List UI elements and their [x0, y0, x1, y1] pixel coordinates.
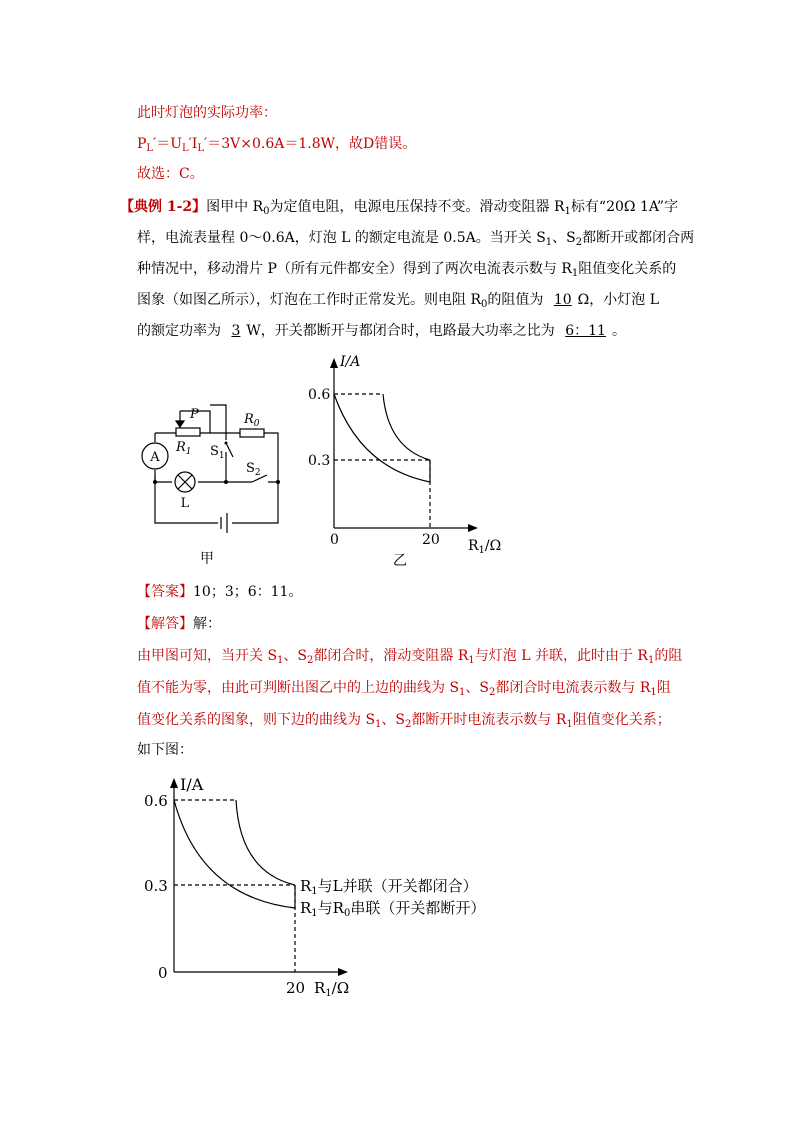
svg-text:I/A: I/A — [340, 354, 361, 370]
top-line-1: 此时灯泡的实际功率： — [137, 105, 277, 121]
svg-text:0.6: 0.6 — [144, 792, 168, 810]
answer-blank-1: 10 — [553, 292, 572, 308]
answer-blank-3: 6：11 — [565, 323, 606, 339]
solution-line-4: 如下图： — [137, 742, 193, 758]
upper-curve-label: $R_1$与L并联（开关都闭合） — [300, 877, 478, 897]
svg-text:R1/Ω: $R_1/\Omega$ — [314, 979, 350, 999]
solution-heading: 【解答】解： — [137, 616, 221, 632]
svg-text:0: 0 — [330, 532, 339, 548]
problem-line-3: 种情况中，移动滑片 P（所有元件都安全）得到了两次电流表示数与 $R_1$阻值变化关系的 — [137, 261, 677, 279]
circuit-caption: 甲 — [200, 551, 214, 567]
svg-text:20: 20 — [286, 979, 306, 997]
answer-tag: 【答案】 — [137, 584, 193, 600]
svg-text:0.6: 0.6 — [308, 387, 331, 403]
problem-line-2: 样，电流表量程 0～0.6A，灯泡 L 的额定电流是 0.5A。当开关 $S_1$、$S_2$都断开或都闭合两 — [137, 230, 695, 248]
top-line-2: $P_L'=U_L'I_L'=3V\times 0.6A=1.8W$，故D错误。 — [137, 136, 417, 154]
answer-blank-2: 3 — [231, 323, 241, 339]
problem-line-4: 图象（如图乙所示），灯泡在工作时正常发光。则电阻 $R_0$的阻值为 10 Ω，小灯泡 L — [137, 292, 660, 310]
solution-line-3: 值变化关系的图象，则下边的曲线为 $S_1$、$S_2$都断开时电流表示数与 $R_1$阻值变化关系； — [137, 712, 671, 730]
problem-line-1: 【典例 1-2】图甲中 $R_0$为定值电阻，电源电压保持不变。滑动变阻器 $R_1$标有“20Ω 1A”字 — [120, 199, 679, 217]
top-line-3: 故选：C。 — [137, 166, 204, 182]
circuit-diagram — [130, 395, 290, 535]
solution-line-1: 由甲图可知，当开关 $S_1$、$S_2$都闭合时，滑动变阻器 $R_1$与灯泡 L 并联，此时由于 $R_1$的阻 — [137, 648, 683, 666]
graph-yi — [300, 348, 520, 558]
solution-tag: 【解答】 — [137, 616, 193, 632]
svg-text:S1: $S_1$ — [210, 444, 225, 461]
svg-text:20: 20 — [422, 532, 440, 548]
lower-curve-label: $R_1$与$R_0$串联（开关都断开） — [300, 899, 486, 919]
svg-text:R0: $R_0$ — [244, 412, 260, 429]
annotated-graph — [140, 772, 520, 1002]
answer-line: 【答案】10；3；6：11。 — [137, 584, 303, 600]
svg-text:R1/Ω: $R_1/\Omega$ — [468, 538, 502, 556]
lamp-label: L — [180, 496, 190, 511]
ammeter-label: A — [150, 450, 160, 465]
problem-tag: 【典例 1-2】 — [120, 199, 207, 215]
svg-text:0: 0 — [158, 964, 168, 982]
solution-line-2: 值不能为零，由此可判断出图乙中的上边的曲线为 $S_1$、$S_2$都闭合时电流表示数与 $R_1$阻 — [137, 680, 671, 698]
svg-text:S2: $S_2$ — [246, 461, 261, 478]
svg-text:0.3: 0.3 — [308, 453, 331, 469]
svg-text:0.3: 0.3 — [144, 877, 168, 895]
graph2-ylabel: I/A — [180, 775, 204, 794]
slider-label: P — [190, 407, 199, 422]
problem-line-5: 的额定功率为 3 W，开关都断开与都闭合时，电路最大功率之比为 6：11 。 — [137, 323, 626, 339]
graph-caption: 乙 — [393, 553, 407, 569]
svg-text:R1: $R_1$ — [176, 440, 192, 457]
